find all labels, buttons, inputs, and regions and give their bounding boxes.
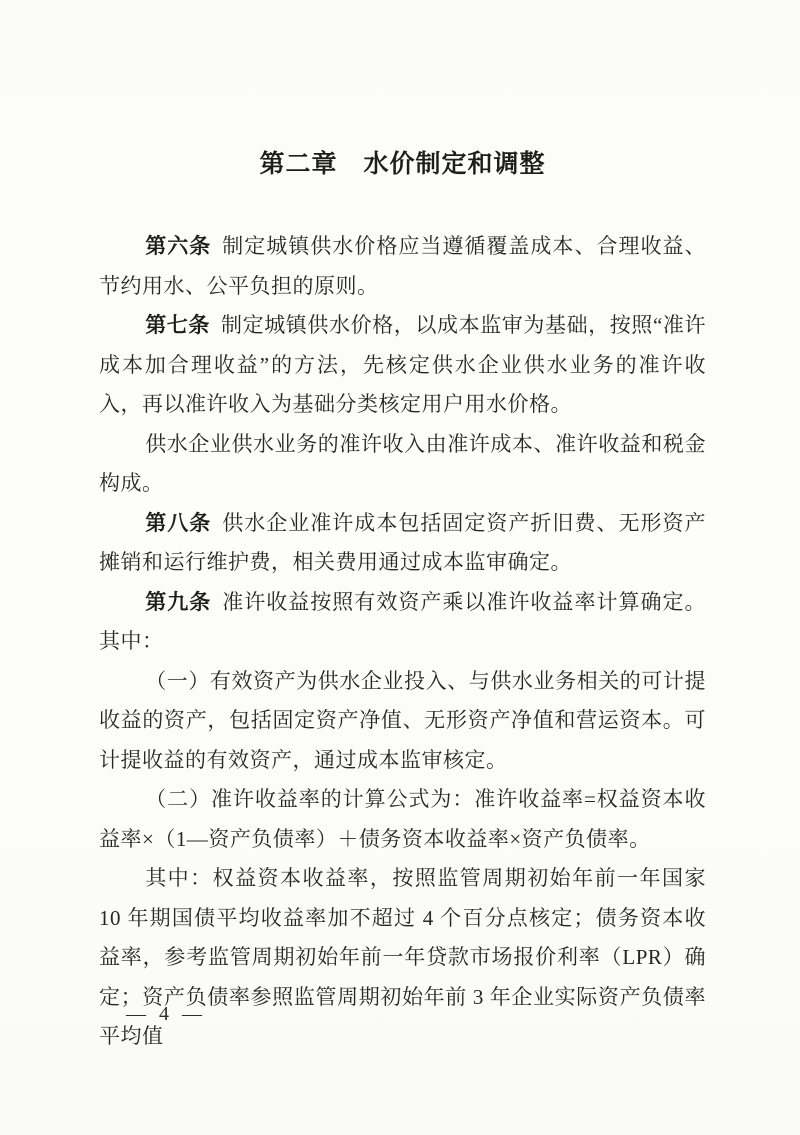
paragraph-item-2	[99, 780, 706, 859]
article-6-label: 第六条	[145, 234, 212, 258]
paragraph-item-2-detail	[99, 859, 706, 1057]
paragraph-article-7-cont	[99, 425, 706, 504]
item-2-text: （二）准许收益率的计算公式为：准许收益率=权益资本收益率×（1—资产负债率）＋债务资本收益率×资产负债率。	[99, 787, 706, 851]
article-7-label: 第七条	[145, 313, 210, 337]
item-2-detail-text: 其中：权益资本收益率，按照监管周期初始年前一年国家 10 年期国债平均收益率加不超过 4 个百分点核定；债务资本收益率，参考监管周期初始年前一年贷款市场报价利率（LPR）确定；资产负债率参照监管周期初始年前 3 年企业实际资产负债率平均值	[99, 866, 706, 1048]
paragraph-article-8	[99, 504, 706, 583]
page-number: — 4 —	[126, 1003, 206, 1025]
paragraph-article-9	[99, 583, 706, 662]
article-7-text: 制定城镇供水价格，以成本监审为基础，按照“准许成本加合理收益”的方法，先核定供水企业供水业务的准许收入，再以准许收入为基础分类核定用户用水价格。	[99, 313, 707, 416]
article-6-text: 制定城镇供水价格应当遵循覆盖成本、合理收益、节约用水、公平负担的原则。	[99, 234, 707, 298]
paragraph-article-7	[99, 306, 706, 425]
article-8-text: 供水企业准许成本包括固定资产折旧费、无形资产摊销和运行维护费，相关费用通过成本监审确定。	[99, 510, 707, 574]
item-1-text: （一）有效资产为供水企业投入、与供水业务相关的可计提收益的资产，包括固定资产净值、无形资产净值和营运资本。可计提收益的有效资产，通过成本监审核定。	[99, 668, 706, 772]
article-9-text: 准许收益按照有效资产乘以准许收益率计算确定。其中：	[99, 589, 707, 653]
paragraph-text: 供水企业供水业务的准许收入由准许成本、准许收益和税金构成。	[99, 431, 706, 495]
chapter-heading: 第二章 水价制定和调整	[259, 150, 546, 178]
paragraph-article-6	[99, 227, 706, 306]
paragraph-item-1	[99, 662, 706, 781]
document-content	[99, 147, 706, 1057]
article-9-label: 第九条	[145, 589, 212, 614]
article-8-label: 第八条	[145, 510, 212, 535]
